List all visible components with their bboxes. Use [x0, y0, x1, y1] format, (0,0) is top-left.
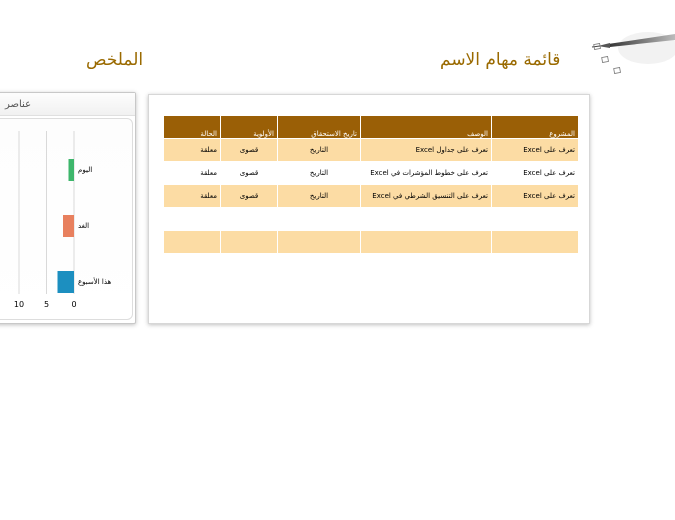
- table-cell[interactable]: تعرف على جداول Excel: [361, 139, 492, 162]
- table-cell[interactable]: قصوى: [221, 162, 278, 185]
- column-header-due-date[interactable]: تاريخ الاستحقاق: [278, 116, 361, 139]
- table-cell[interactable]: تعرف على Excel: [492, 162, 579, 185]
- table-cell[interactable]: [492, 208, 579, 231]
- pen-checklist-icon: [588, 24, 675, 84]
- items-bar-chart: [0, 119, 132, 319]
- chart-frame: [0, 118, 133, 320]
- table-cell[interactable]: [164, 208, 221, 231]
- table-cell[interactable]: [361, 208, 492, 231]
- table-row: [164, 185, 579, 208]
- table-cell[interactable]: [278, 208, 361, 231]
- table-cell[interactable]: تعرف على خطوط المؤشرات في Excel: [361, 162, 492, 185]
- table-row: [164, 139, 579, 162]
- table-cell[interactable]: [221, 231, 278, 254]
- table-cell[interactable]: معلقة: [164, 185, 221, 208]
- table-cell[interactable]: [164, 231, 221, 254]
- table-cell[interactable]: [361, 231, 492, 254]
- category-label: اليوم: [78, 166, 93, 174]
- page-title: قائمة مهام الاسم: [440, 50, 561, 70]
- chart-panel-header: [0, 93, 135, 116]
- category-label: هذا الأسبوع: [78, 278, 112, 286]
- table-cell[interactable]: معلقة: [164, 139, 221, 162]
- column-header-description[interactable]: الوصف: [361, 116, 492, 139]
- column-header-status[interactable]: الحالة: [164, 116, 221, 139]
- table-row: [164, 231, 579, 254]
- table-cell[interactable]: تعرف على Excel: [492, 139, 579, 162]
- summary-title: الملخص: [86, 50, 144, 70]
- table-cell[interactable]: معلقة: [164, 162, 221, 185]
- table-cell[interactable]: تعرف على Excel: [492, 185, 579, 208]
- table-cell[interactable]: التاريخ: [278, 162, 361, 185]
- bar[interactable]: [69, 159, 75, 181]
- summary-chart-panel: [0, 92, 136, 324]
- bar[interactable]: [58, 271, 75, 293]
- column-header-project[interactable]: المشروع: [492, 116, 579, 139]
- table-cell[interactable]: التاريخ: [278, 139, 361, 162]
- x-tick-label: 5: [43, 300, 50, 309]
- table-cell[interactable]: [492, 231, 579, 254]
- x-tick-label: 10: [13, 300, 25, 309]
- x-tick-label: 0: [71, 300, 77, 309]
- table-cell[interactable]: قصوى: [221, 185, 278, 208]
- table-row: [164, 162, 579, 185]
- chart-panel-title: عناصر: [5, 99, 32, 110]
- task-table: [163, 116, 578, 253]
- bar[interactable]: [63, 215, 74, 237]
- category-label: الغد: [78, 222, 90, 230]
- table-cell[interactable]: [278, 231, 361, 254]
- column-header-priority[interactable]: الأولوية: [221, 116, 278, 139]
- table-cell[interactable]: التاريخ: [278, 185, 361, 208]
- table-cell[interactable]: [221, 208, 278, 231]
- task-table-panel: [148, 94, 590, 324]
- table-row: [164, 208, 579, 231]
- table-cell[interactable]: قصوى: [221, 139, 278, 162]
- table-cell[interactable]: تعرف على التنسيق الشرطي في Excel: [361, 185, 492, 208]
